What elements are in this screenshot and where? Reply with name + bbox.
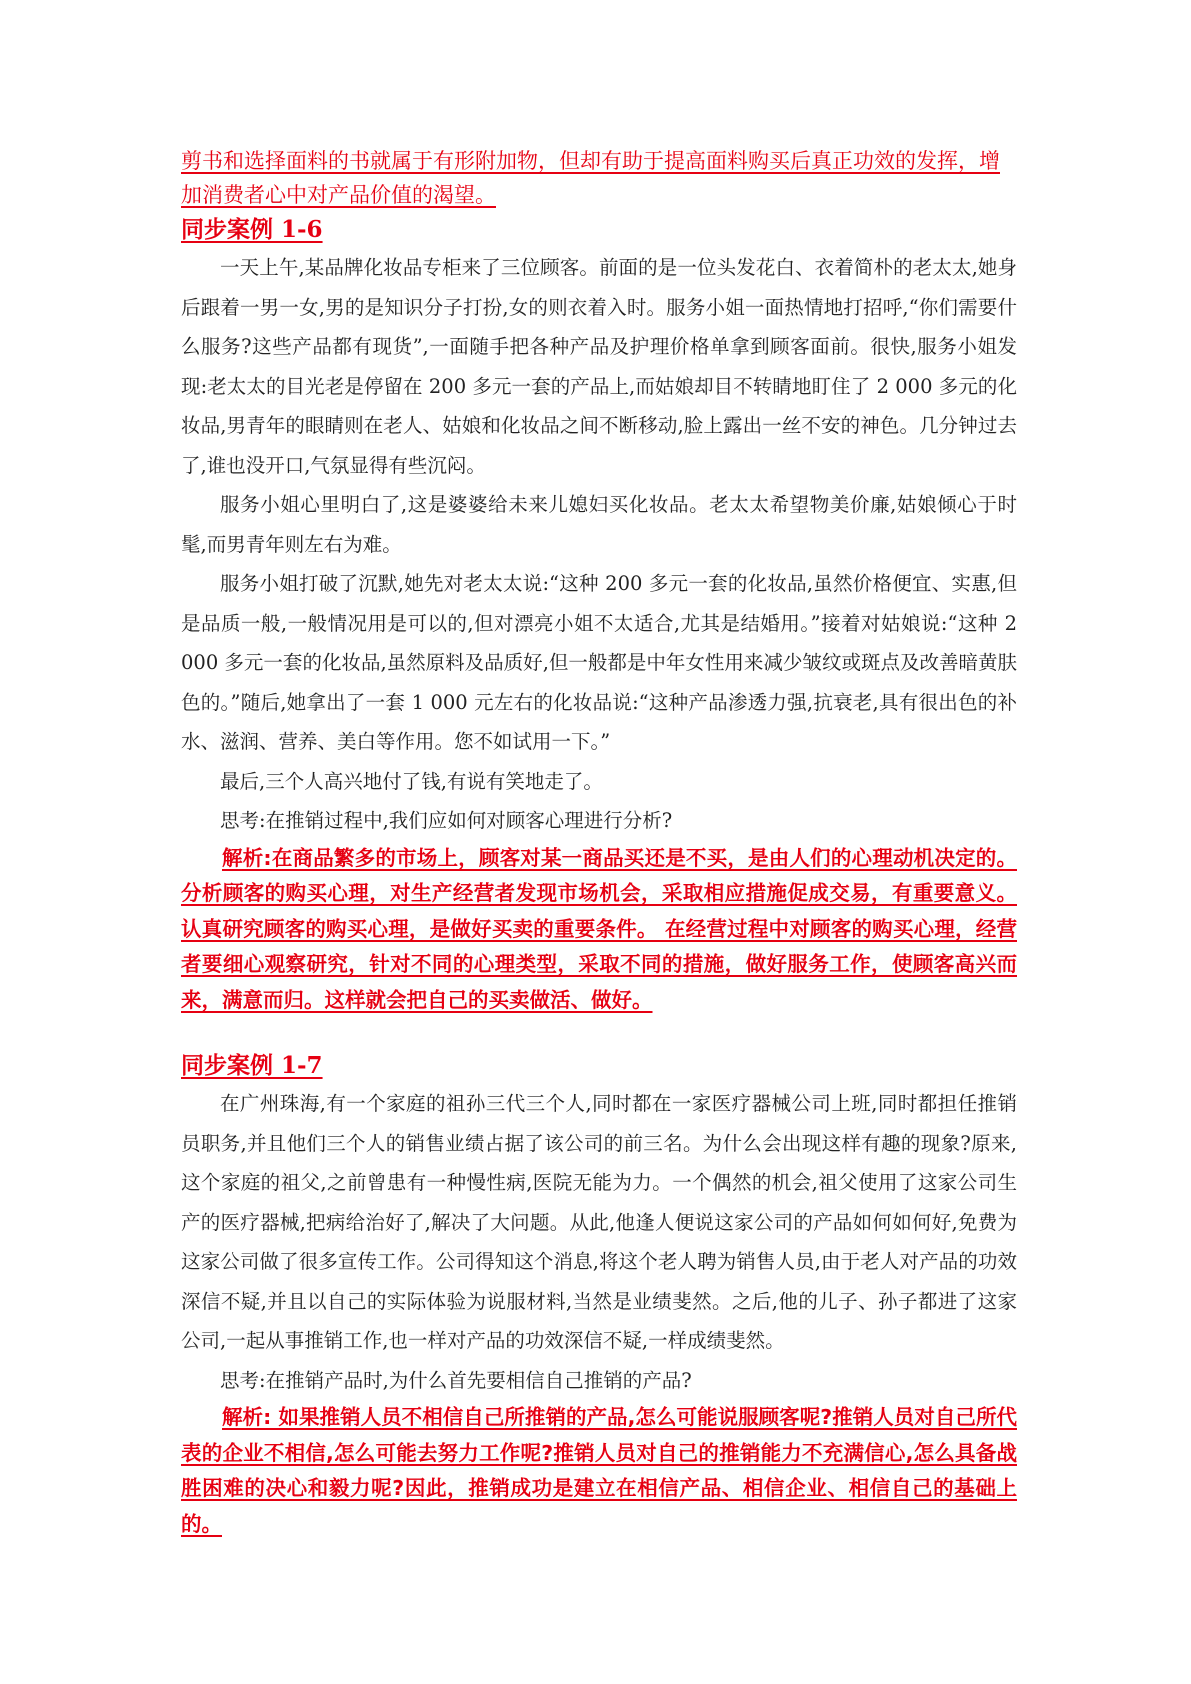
case-1-6-paragraph: 服务小姐心里明白了,这是婆婆给未来儿媳妇买化妆品。老太太希望物美价廉,姑娘倾心于时髦,而男青年则左右为难。 [181, 493, 1017, 556]
case-1-7-analysis: 解析: 如果推销人员不相信自己所推销的产品,怎么可能说服顾客呢?推销人员对自己所代表的企业不相信,怎么可能去努力工作呢?推销人员对自己的推销能力不充满信心,怎么具备战胜困难的决心和毅力呢?因此，推销成功是建立在相信产品、相信企业、相信自己的基础上的。 [181, 1405, 1017, 1536]
case-1-7-question: 思考:在推销产品时,为什么首先要相信自己推销的产品? [220, 1368, 692, 1392]
page-content [181, 144, 1017, 1542]
case-1-6-question: 思考:在推销过程中,我们应如何对顾客心理进行分析? [220, 809, 673, 832]
intro-continuation: 剪书和选择面料的书就属于有形附加物，但却有助于提高面料购买后真正功效的发挥，增加消费者心中对产品价值的渴望。 [181, 149, 1000, 207]
case-1-7-paragraph: 在广州珠海,有一个家庭的祖孙三代三个人,同时都在一家医疗器械公司上班,同时都担任推销员职务,并且他们三个人的销售业绩占据了该公司的前三名。为什么会出现这样有趣的现象?原来,这个家庭的祖父,之前曾患有一种慢性病,医院无能为力。一个偶然的机会,祖父使用了这家公司生产的医疗器械,把病给治好了,解决了大问题。从此,他逢人便说这家公司的产品如何如何好,免费为这家公司做了很多宣传工作。公司得知这个消息,将这个老人聘为销售人员,由于老人对产品的功效深信不疑,并且以自己的实际体验为说服材料,当然是业绩斐然。之后,他的儿子、孙子都进了这家公司,一起从事推销工作,也一样对产品的功效深信不疑,一样成绩斐然。 [181, 1092, 1017, 1352]
case-1-6-paragraph: 一天上午,某品牌化妆品专柜来了三位顾客。前面的是一位头发花白、衣着简朴的老太太,她身后跟着一男一女,男的是知识分子打扮,女的则衣着入时。服务小姐一面热情地打招呼,“你们需要什么服务?这些产品都有现货”,一面随手把各种产品及护理价格单拿到顾客面前。很快,服务小姐发现:老太太的目光老是停留在 200 多元一套的产品上,而姑娘却目不转睛地盯住了 2 000 多元的化妆品,男青年的眼睛则在老人、姑娘和化妆品之间不断移动,脸上露出一丝不安的神色。几分钟过去了,谁也没开口,气氛显得有些沉闷。 [181, 256, 1017, 477]
case-1-6-paragraph: 服务小姐打破了沉默,她先对老太太说:“这种 200 多元一套的化妆品,虽然价格便宜、实惠,但是品质一般,一般情况用是可以的,但对漂亮小姐不太适合,尤其是结婚用。”接着对姑娘说:“这种 2 000 多元一套的化妆品,虽然原料及品质好,但一般都是中年女性用来减少皱纹或斑点及改善暗黄肤色的。”随后,她拿出了一套 1 000 元左右的化妆品说:“这种产品渗透力强,抗衰老,具有很出色的补水、滋润、营养、美白等作用。您不如试用一下。” [181, 572, 1017, 753]
case-1-7-heading: 同步案例 1-7 [181, 1052, 323, 1079]
case-1-6-analysis: 解析:在商品繁多的市场上，顾客对某一商品买还是不买，是由人们的心理动机决定的。分析顾客的购买心理，对生产经营者发现市场机会，采取相应措施促成交易，有重要意义。认真研究顾客的购买心理，是做好买卖的重要条件。 在经营过程中对顾客的购买心理，经营者要细心观察研究，针对不同的心理类型，采取不同的措施，做好服务工作，使顾客高兴而来，满意而归。这样就会把自己的买卖做活、做好。 [181, 845, 1017, 1012]
section-spacer [181, 1018, 1017, 1048]
case-1-6-paragraph: 最后,三个人高兴地付了钱,有说有笑地走了。 [220, 769, 603, 793]
case-1-6-heading: 同步案例 1-6 [181, 216, 323, 243]
